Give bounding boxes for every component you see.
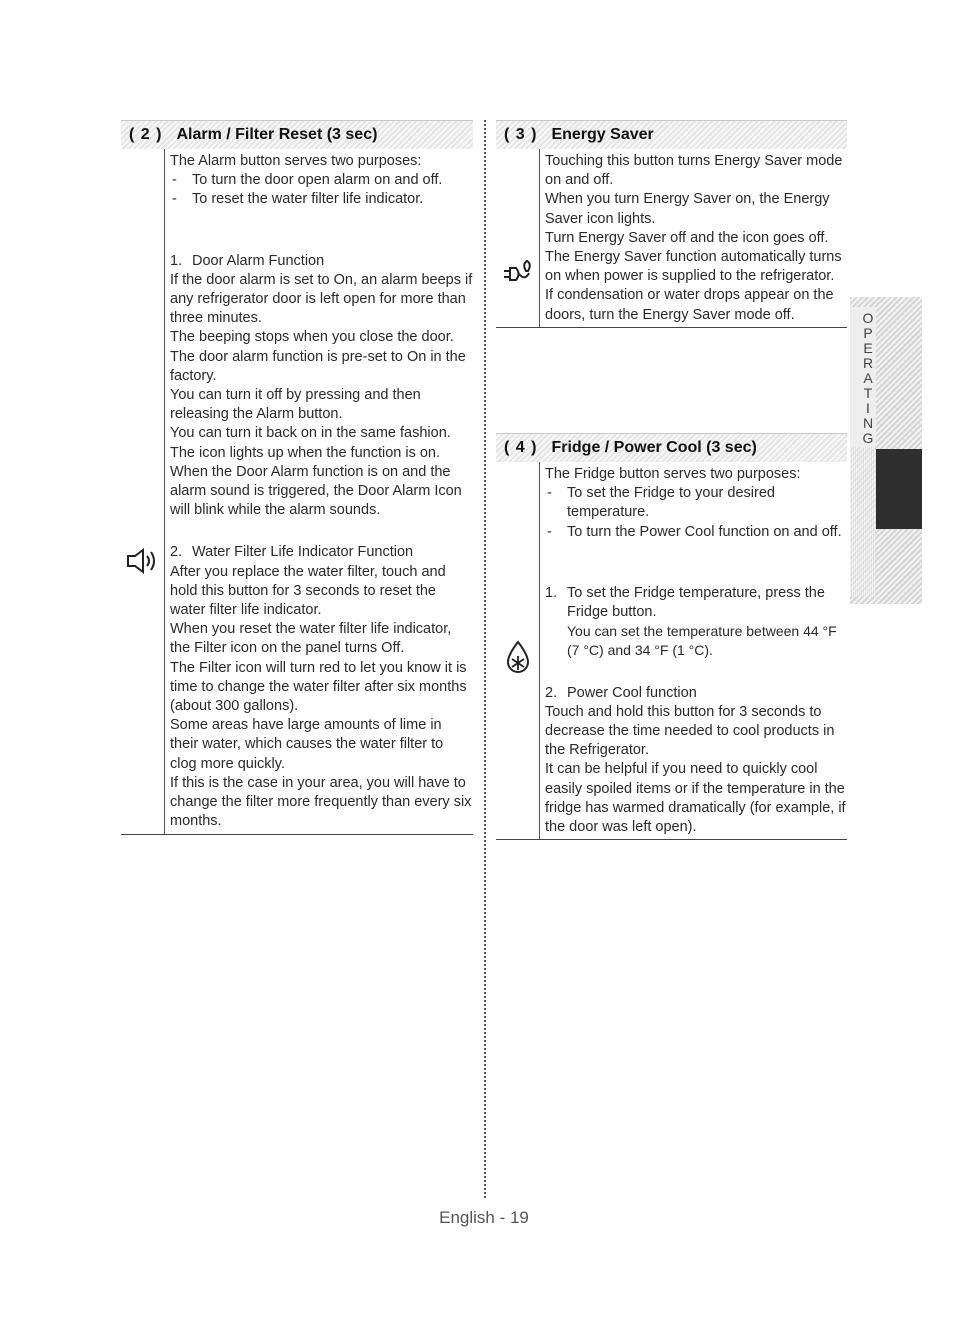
- section-text: [545, 462, 847, 839]
- body-text: You can turn it back on in the same fashion.: [170, 425, 451, 442]
- subheading: Door Alarm Function: [192, 252, 325, 269]
- section-body: [496, 462, 847, 840]
- item-number: 1.: [170, 252, 183, 269]
- section-text: [545, 149, 847, 327]
- note-text: You can set the temperature between 44 °F (7 °C) and 34 °F (1 °C).: [567, 623, 837, 659]
- body-text: The icon lights up when the function is on.: [170, 444, 441, 461]
- body-text: The Filter icon will turn red to let you know it is time to change the water filter after six months (about 300 gallons).: [170, 659, 467, 715]
- power-cool-snowflake-icon: [496, 640, 539, 674]
- body-text: When you reset the water filter life indicator, the Filter icon on the panel turns Off.: [170, 621, 452, 657]
- body-text: Some areas have large amounts of lime in their water, which causes the water filter to clog more quickly.: [170, 717, 444, 772]
- section-energy-saver: [496, 120, 847, 328]
- body-text: If the door alarm is set to On, an alarm beeps if any refrigerator door is left open for more than three minutes.: [170, 271, 473, 327]
- section-text: [170, 149, 473, 834]
- section-number: ( 4 ): [504, 439, 538, 456]
- item-number: 2.: [545, 684, 558, 701]
- item-number: 1.: [545, 584, 558, 601]
- page-footer: English - 19: [439, 1208, 529, 1227]
- intro-text: The Fridge button serves two purposes:: [545, 466, 801, 482]
- body-text: The beeping stops when you close the door.: [170, 329, 454, 346]
- body-text: If this is the case in your area, you will have to change the filter more frequently than every six months.: [170, 774, 472, 830]
- bullet-item: - To reset the water filter life indicator.: [170, 190, 473, 209]
- subheading: Water Filter Life Indicator Function: [192, 544, 414, 561]
- energy-saver-plug-icon: [496, 259, 539, 289]
- section-body: [121, 149, 473, 835]
- side-tab-marker: [876, 449, 922, 529]
- section-fridge-power-cool: [496, 433, 847, 840]
- section-header: [496, 433, 847, 462]
- section-number: ( 3 ): [504, 126, 538, 143]
- column-divider: [484, 120, 486, 1198]
- section-title: Fridge / Power Cool (3 sec): [551, 439, 757, 456]
- subheading: To set the Fridge temperature, press the Fridge button.: [567, 584, 825, 621]
- body-text: Turn Energy Saver off and the icon goes off.: [545, 229, 829, 246]
- intro-text: The Alarm button serves two purposes:: [170, 153, 422, 169]
- body-text: When the Door Alarm function is on and the alarm sound is triggered, the Door Alarm Icon will blink while the alarm sounds.: [170, 463, 462, 519]
- body-text: If condensation or water drops appear on the doors, turn the Energy Saver mode off.: [545, 287, 834, 323]
- section-header: [496, 120, 847, 149]
- section-alarm-filter-reset: [121, 120, 473, 835]
- section-header: [121, 120, 473, 149]
- bullet-item: - To set the Fridge to your desired temperature.: [545, 484, 847, 522]
- side-tab-label: OPERATING: [850, 307, 876, 447]
- section-title: Energy Saver: [551, 126, 654, 143]
- speaker-alarm-icon: [121, 547, 164, 575]
- body-text: Touch and hold this button for 3 seconds to decrease the time needed to cool products in the Refrigerator.: [545, 703, 835, 759]
- bullet-item: - To turn the door open alarm on and off.: [170, 171, 473, 190]
- subheading: Power Cool function: [567, 684, 697, 701]
- body-text: The door alarm function is pre-set to On in the factory.: [170, 348, 466, 384]
- section-body: [496, 149, 847, 328]
- body-text: After you replace the water filter, touch and hold this button for 3 seconds to reset the water filter life indicator.: [170, 563, 446, 619]
- bullet-item: - To turn the Power Cool function on and off.: [545, 523, 847, 542]
- body-text: When you turn Energy Saver on, the Energy Saver icon lights.: [545, 191, 830, 227]
- section-number: ( 2 ): [129, 126, 163, 143]
- body-text: You can turn it off by pressing and then releasing the Alarm button.: [170, 387, 421, 423]
- chapter-side-tab: [850, 297, 922, 604]
- section-title: Alarm / Filter Reset (3 sec): [176, 126, 378, 143]
- body-text: The Energy Saver function automatically turns on when power is supplied to the refrigerator.: [545, 249, 842, 285]
- item-number: 2.: [170, 544, 183, 561]
- body-text: It can be helpful if you need to quickly cool easily spoiled items or if the temperature in the fridge has warmed dramatically (for example, if the door was left open).: [545, 761, 846, 836]
- body-text: Touching this button turns Energy Saver mode on and off.: [545, 153, 843, 189]
